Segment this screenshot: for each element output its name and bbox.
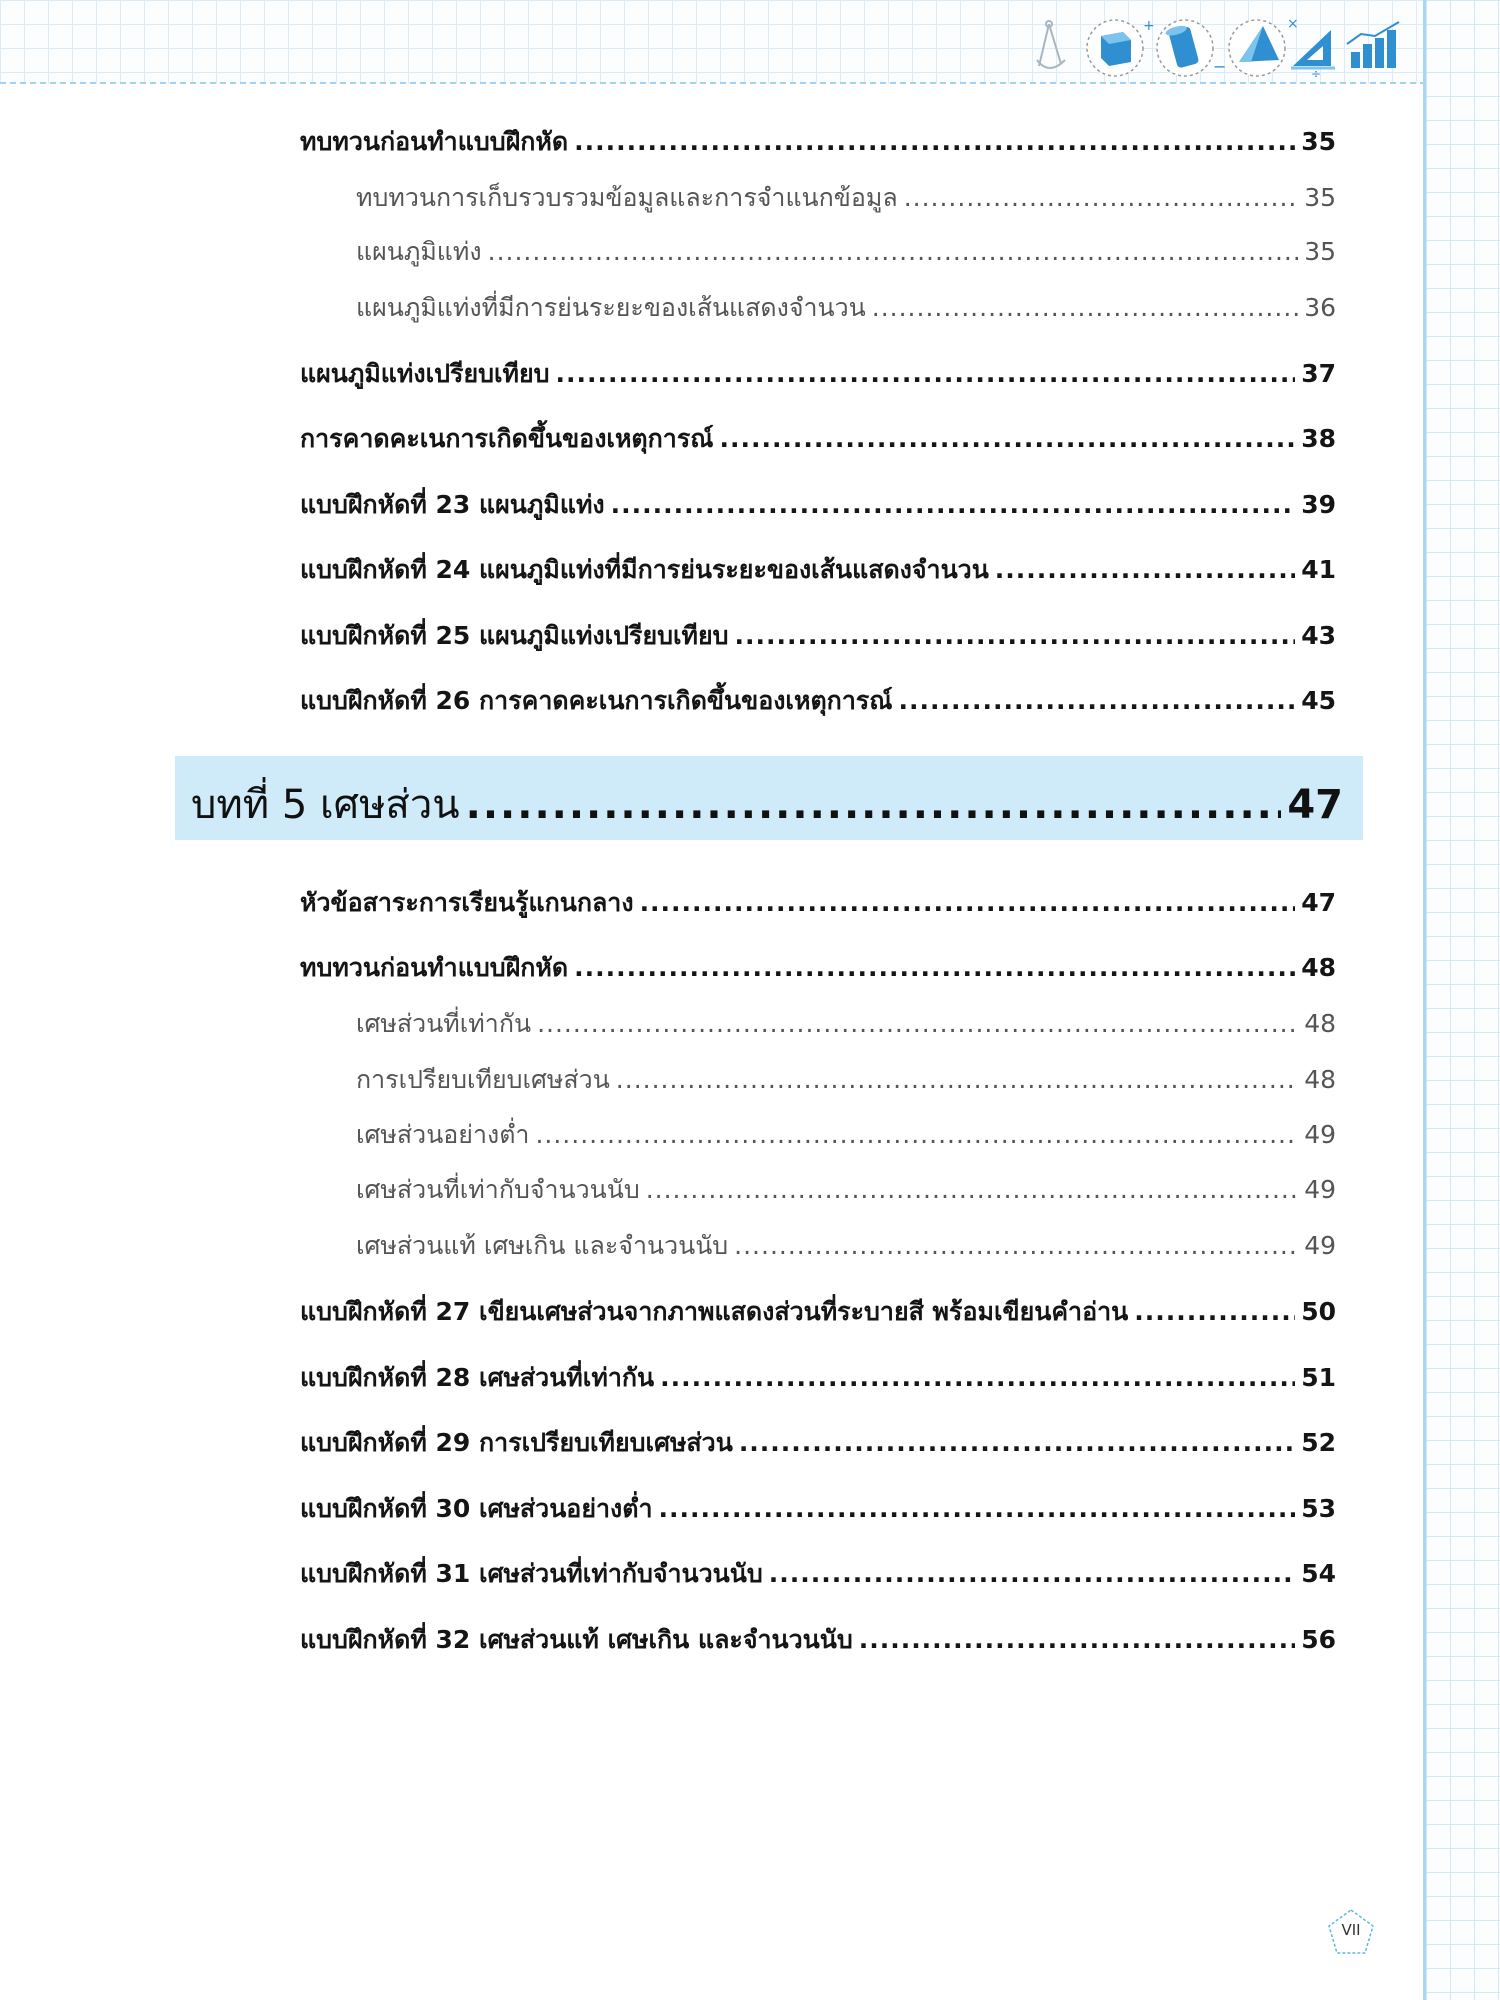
chapter-heading-band[interactable] xyxy=(175,756,1363,840)
toc-entry-page: 35 xyxy=(1304,183,1336,212)
toc-entry-page: 49 xyxy=(1304,1120,1336,1149)
side-grid-strip xyxy=(1423,0,1500,2000)
compass-icon xyxy=(1037,21,1065,68)
toc-entry-page: 45 xyxy=(1301,686,1336,715)
toc-entry[interactable] xyxy=(300,1554,1336,1594)
pyramid-icon xyxy=(1229,16,1299,76)
toc-entry-label: ทบทวนก่อนทำแบบฝึกหัด xyxy=(300,127,569,156)
toc-entry[interactable] xyxy=(300,1292,1336,1332)
toc-entry-page: 49 xyxy=(1304,1175,1336,1204)
toc-entry-page: 54 xyxy=(1301,1559,1336,1588)
toc-entry-page: 35 xyxy=(1301,127,1336,156)
toc-entry[interactable] xyxy=(300,616,1336,656)
svg-text:−: − xyxy=(1213,57,1227,76)
toc-entry[interactable] xyxy=(300,1423,1336,1463)
toc-entry-label: แบบฝึกหัดที่ 24 แผนภูมิแท่งที่มีการย่นระยะของเส้นแสดงจำนวน xyxy=(300,555,989,584)
toc-entry-label: แบบฝึกหัดที่ 27 เขียนเศษส่วนจากภาพแสดงส่วนที่ระบายสี พร้อมเขียนคำอ่าน xyxy=(300,1297,1129,1326)
toc-entry-page: 38 xyxy=(1301,424,1336,453)
toc-entry[interactable] xyxy=(300,1358,1336,1398)
toc-subentry[interactable] xyxy=(356,1226,1336,1266)
toc-entry-label: เศษส่วนที่เท่ากับจำนวนนับ xyxy=(356,1175,640,1204)
toc-entry[interactable] xyxy=(300,354,1336,394)
toc-entry[interactable] xyxy=(300,550,1336,590)
toc-entry-label: การเปรียบเทียบเศษส่วน xyxy=(356,1065,610,1094)
toc-entry-label: ทบทวนการเก็บรวบรวมข้อมูลและการจำแนกข้อมูล xyxy=(356,183,898,212)
set-square-icon xyxy=(1291,30,1335,78)
toc-entry-page: 47 xyxy=(1301,888,1336,917)
toc-entry[interactable] xyxy=(300,1489,1336,1529)
toc-entry-page: 37 xyxy=(1301,359,1336,388)
toc-subentry[interactable] xyxy=(356,232,1336,272)
svg-text:×: × xyxy=(1287,16,1299,32)
svg-text:+: + xyxy=(1143,18,1155,34)
toc-subentry[interactable] xyxy=(356,178,1336,218)
toc-entry-page: 53 xyxy=(1301,1494,1336,1523)
toc-entry-page: 56 xyxy=(1301,1625,1336,1654)
toc-entry-label: เศษส่วนที่เท่ากัน xyxy=(356,1009,532,1038)
toc-entry-label: เศษส่วนแท้ เศษเกิน และจำนวนนับ xyxy=(356,1231,729,1260)
toc-entry-page: 49 xyxy=(1304,1231,1336,1260)
toc-entry-page: 35 xyxy=(1304,237,1336,266)
bar-chart-icon xyxy=(1347,22,1399,68)
toc-entry-label: แผนภูมิแท่ง xyxy=(356,237,482,266)
toc-entry-label: แบบฝึกหัดที่ 25 แผนภูมิแท่งเปรียบเทียบ xyxy=(300,621,729,650)
toc-entry-label: ทบทวนก่อนทำแบบฝึกหัด xyxy=(300,953,569,982)
toc-subentry[interactable] xyxy=(356,288,1336,328)
toc-entry[interactable] xyxy=(300,681,1336,721)
toc-entry-page: 51 xyxy=(1301,1363,1336,1392)
toc-entry-label: การคาดคะเนการเกิดขึ้นของเหตุการณ์ xyxy=(300,424,714,453)
toc-entry[interactable] xyxy=(300,883,1336,923)
toc-entry-page: 36 xyxy=(1304,293,1336,322)
toc-entry-page: 48 xyxy=(1304,1009,1336,1038)
cube-icon xyxy=(1087,18,1155,76)
toc-subentry[interactable] xyxy=(356,1170,1336,1210)
toc-entry-page: 48 xyxy=(1304,1065,1336,1094)
svg-text:÷: ÷ xyxy=(1311,67,1322,78)
chapter-title: บทที่ 5 เศษส่วน xyxy=(191,782,460,828)
toc-entry-page: 41 xyxy=(1301,555,1336,584)
toc-subentry[interactable] xyxy=(356,1115,1336,1155)
toc-subentry[interactable] xyxy=(356,1004,1336,1044)
toc-entry-page: 52 xyxy=(1301,1428,1336,1457)
toc-entry-page: 50 xyxy=(1301,1297,1336,1326)
toc-entry-label: แบบฝึกหัดที่ 26 การคาดคะเนการเกิดขึ้นของเหตุการณ์ xyxy=(300,686,893,715)
toc-entry-label: แบบฝึกหัดที่ 31 เศษส่วนที่เท่ากับจำนวนนับ xyxy=(300,1559,763,1588)
toc-entry-label: แบบฝึกหัดที่ 29 การเปรียบเทียบเศษส่วน xyxy=(300,1428,733,1457)
toc-entry-label: แบบฝึกหัดที่ 30 เศษส่วนอย่างต่ำ xyxy=(300,1494,653,1523)
toc-entry-label: หัวข้อสาระการเรียนรู้แกนกลาง xyxy=(300,888,634,917)
toc-entry[interactable] xyxy=(300,419,1336,459)
toc-entry-label: แบบฝึกหัดที่ 23 แผนภูมิแท่ง xyxy=(300,490,605,519)
toc-entry-page: 43 xyxy=(1301,621,1336,650)
toc-entry-label: แบบฝึกหัดที่ 28 เศษส่วนที่เท่ากัน xyxy=(300,1363,655,1392)
toc-entry-label: แผนภูมิแท่งเปรียบเทียบ xyxy=(300,359,550,388)
toc-entry-page: 39 xyxy=(1301,490,1336,519)
page-number-badge xyxy=(1326,1907,1376,1957)
math-icons-decoration xyxy=(1035,16,1415,78)
chapter-page: 47 xyxy=(1287,782,1343,828)
chapter-heading xyxy=(191,772,1343,836)
toc-entry-label: แผนภูมิแท่งที่มีการย่นระยะของเส้นแสดงจำนวน xyxy=(356,293,866,322)
cylinder-icon xyxy=(1157,20,1226,76)
toc-entry[interactable] xyxy=(300,1620,1336,1660)
toc-entry[interactable] xyxy=(300,122,1336,162)
toc-entry[interactable] xyxy=(300,485,1336,525)
toc-subentry[interactable] xyxy=(356,1060,1336,1100)
toc-entry[interactable] xyxy=(300,948,1336,988)
page-number: VII xyxy=(1341,1921,1361,1939)
toc-entry-page: 48 xyxy=(1301,953,1336,982)
toc-entry-label: เศษส่วนอย่างต่ำ xyxy=(356,1120,530,1149)
toc-entry-label: แบบฝึกหัดที่ 32 เศษส่วนแท้ เศษเกิน และจำนวนนับ xyxy=(300,1625,853,1654)
